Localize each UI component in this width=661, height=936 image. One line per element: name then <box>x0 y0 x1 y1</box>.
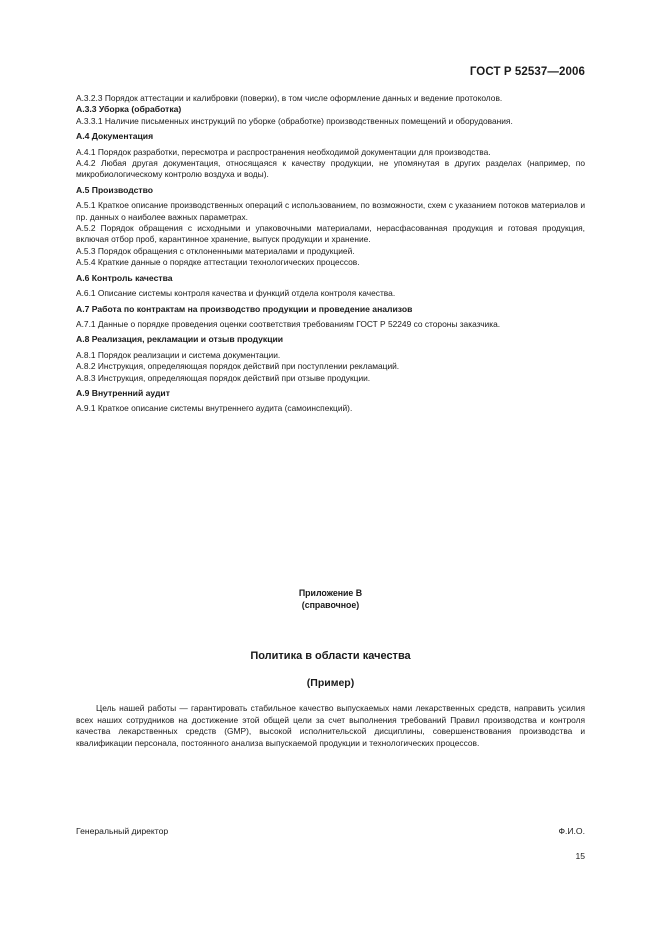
section-heading: А.4 Документация <box>76 131 154 142</box>
section-paragraph: А.5.3 Порядок обращения с отклоненными материалами и продукцией. <box>76 245 355 256</box>
appendix-a-sections <box>76 93 585 415</box>
section-paragraph: А.8.2 Инструкция, определяющая порядок действий при поступлении рекламаций. <box>76 361 400 372</box>
section-paragraph: А.4.2 Любая другая документация, относящаяся к качеству продукции, не упомянутая в других разделах (например, по микробиологическому контролю воздуха и воды). <box>76 158 585 180</box>
section-heading: А.9 Внутренний аудит <box>76 387 170 398</box>
section-heading: А.5 Производство <box>76 184 154 195</box>
section-paragraph: А.6.1 Описание системы контроля качества и функций отдела контроля качества. <box>76 288 396 299</box>
signature-line <box>76 826 585 836</box>
section-paragraph: А.4.1 Порядок разработки, пересмотра и распространения необходимой документации для производства. <box>76 146 491 157</box>
section-heading: А.7 Работа по контрактам на производство продукции и проведение анализов <box>76 303 413 314</box>
policy-body-paragraph: Цель нашей работы — гарантировать стабильное качество выпускаемых нами лекарственных средств, направить усилия всех наших сотрудников на достижение этой общей цели за счет выполнения требований Правил производства и контроля качества лекарственных средств (GMP), высокой исполнительской дисциплины, совершенствования производства и квалификации персонала, постоянного анализа выпускаемой продукции и технологических процессов. <box>76 703 585 748</box>
document-standard-id: ГОСТ Р 52537—2006 <box>469 66 585 78</box>
section-paragraph: А.5.1 Краткое описание производственных операций с использованием, по возможности, схем с указанием потоков материалов и пр. данных о наиболее важных параметрах. <box>76 200 585 222</box>
section-paragraph: А.7.1 Данные о порядке проведения оценки соответствия требованиям ГОСТ Р 52249 со стороны заказчика. <box>76 318 501 329</box>
section-heading: А.6 Контроль качества <box>76 272 173 283</box>
policy-title: Политика в области качества <box>250 650 411 662</box>
section-heading: А.8 Реализация, рекламации и отзыв продукции <box>76 334 284 345</box>
section-paragraph: А.3.3.1 Наличие письменных инструкций по уборке (обработке) производственных помещений и оборудования. <box>76 115 513 126</box>
section-paragraph: А.3.2.3 Порядок аттестации и калибровки (поверки), в том числе оформление данных и ведение протоколов. <box>76 93 503 103</box>
section-heading: А.3.3 Уборка (обработка) <box>76 104 182 115</box>
page-number: 15 <box>575 851 585 861</box>
section-paragraph: А.5.2 Порядок обращения с исходными и упаковочными материалами, нерасфасованная продукция и готовая продукция, включая отбор проб, карантинное хранение, выпуск продукции и хранение. <box>76 223 585 245</box>
section-paragraph: А.5.4 Краткие данные о порядке аттестации технологических процессов. <box>76 257 360 268</box>
section-paragraph: А.9.1 Краткое описание системы внутреннего аудита (самоинспекций). <box>76 403 353 414</box>
policy-example-label: (Пример) <box>306 677 355 689</box>
appendix-b-title: Приложение В <box>298 588 363 598</box>
appendix-b-subtitle: (справочное) <box>301 599 360 610</box>
appendix-b-heading <box>76 588 585 611</box>
section-paragraph: А.8.1 Порядок реализации и система документации. <box>76 349 281 360</box>
signature-name: Ф.И.О. <box>558 826 585 836</box>
signature-position: Генеральный директор <box>76 826 169 836</box>
policy-body <box>76 703 585 749</box>
section-paragraph: А.8.3 Инструкция, определяющая порядок действий при отзыве продукции. <box>76 372 371 383</box>
